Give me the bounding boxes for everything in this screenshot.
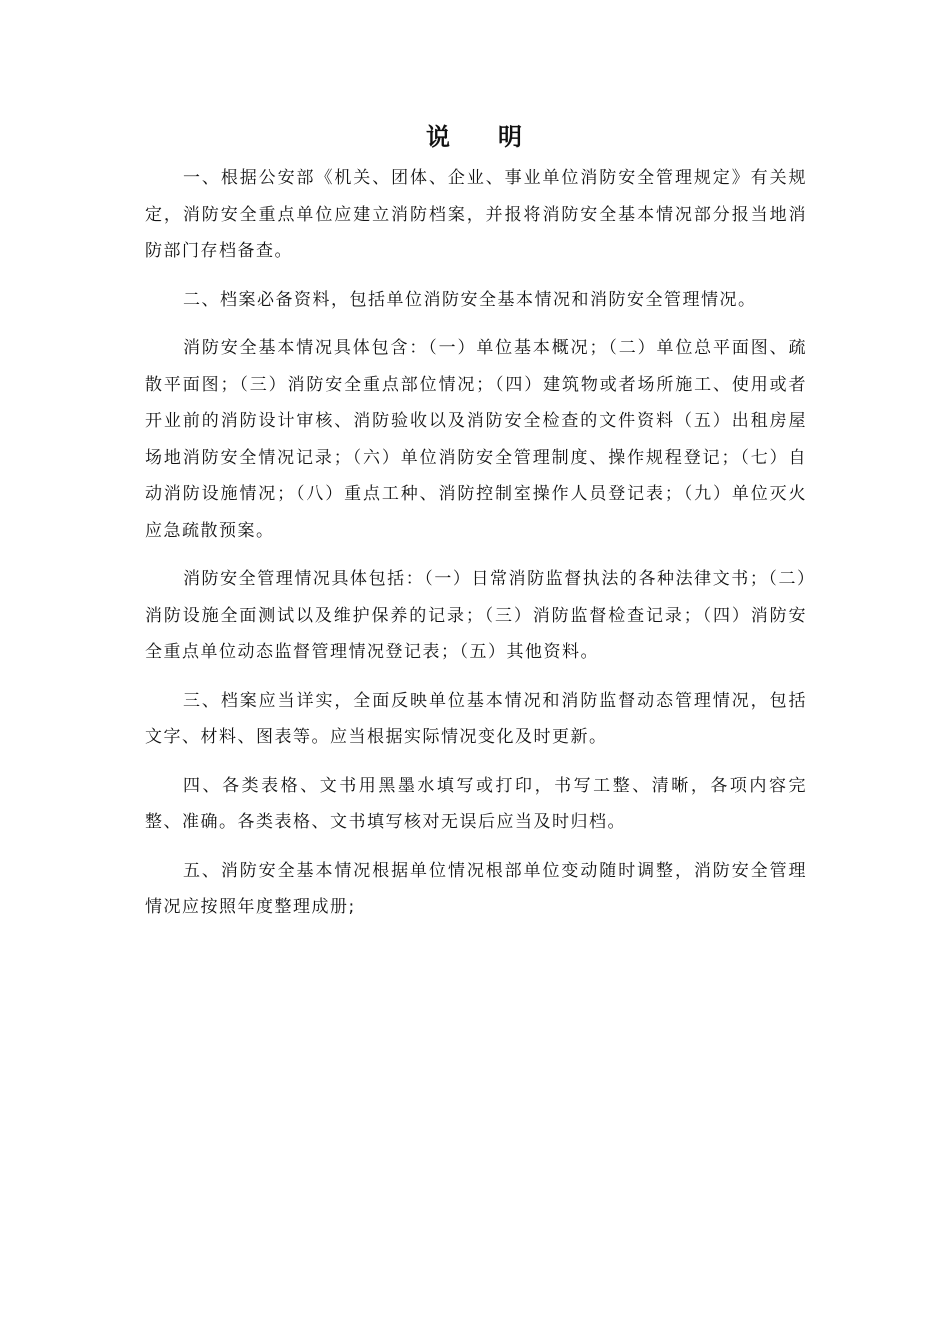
paragraph-6: 四、各类表格、文书用黑墨水填写或打印，书写工整、清晰，各项内容完整、准确。各类表格、文书填写核对无误后应当及时归档。 [145,775,807,832]
title-char-1: 说 [426,123,452,151]
paragraph-2: 二、档案必备资料，包括单位消防安全基本情况和消防安全管理情况。 [183,289,757,310]
paragraph-7: 五、消防安全基本情况根据单位情况根部单位变动随时调整，消防安全管理情况应按照年度整理成册; [145,860,807,917]
paragraph-3: 消防安全基本情况具体包含：（一）单位基本概况；（二）单位总平面图、疏散平面图；（三）消防安全重点部位情况；（四）建筑物或者场所施工、使用或者开业前的消防设计审核、消防验收以及消防安全检查的文件资料（五）出租房屋场地消防安全情况记录；（六）单位消防安全管理制度、操作规程登记；（七）自动消防设施情况；（八）重点工种、消防控制室操作人员登记表；（九）单位灭火应急疏散预案。 [145,338,807,541]
paragraph-5: 三、档案应当详实，全面反映单位基本情况和消防监督动态管理情况，包括文字、材料、图表等。应当根据实际情况变化及时更新。 [145,690,807,747]
page-title [0,122,950,152]
title-char-2: 明 [498,123,524,151]
paragraph-1: 一、根据公安部《机关、团体、企业、事业单位消防安全管理规定》有关规定，消防安全重点单位应建立消防档案，并报将消防安全基本情况部分报当地消防部门存档备查。 [145,168,807,261]
paragraph-4: 消防安全管理情况具体包括：（一）日常消防监督执法的各种法律文书；（二）消防设施全面测试以及维护保养的记录；（三）消防监督检查记录；（四）消防安全重点单位动态监督管理情况登记表；（五）其他资料。 [145,569,807,662]
document-body [145,160,807,938]
